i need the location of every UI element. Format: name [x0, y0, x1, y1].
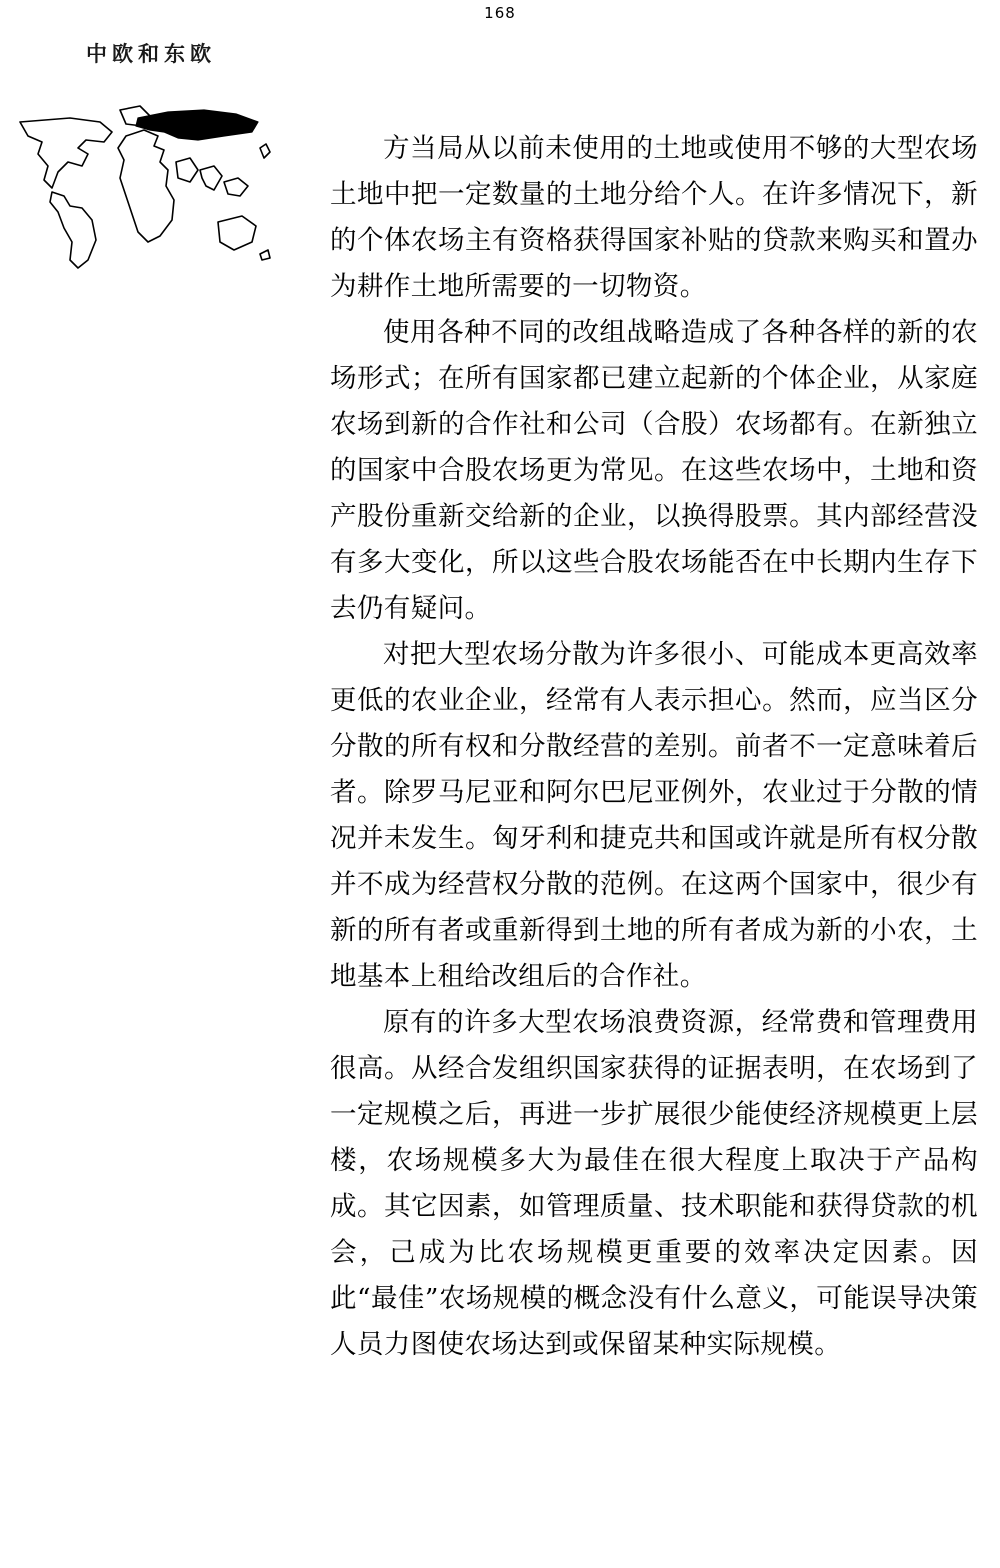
page-number: 168 — [484, 4, 516, 22]
paragraph: 使用各种不同的改组战略造成了各种各样的新的农场形式；在所有国家都已建立起新的个体企业，从家庭农场到新的合作社和公司（合股）农场都有。在新独立的国家中合股农场更为常见。在这些农场中，土地和资产股份重新交给新的企业，以换得股票。其内部经营没有多大变化，所以这些合股农场能否在中长期内生存下去仍有疑问。 — [330, 317, 978, 624]
paragraph: 原有的许多大型农场浪费资源，经常费和管理费用很高。从经合发组织国家获得的证据表明，在农场到了一定规模之后，再进一步扩展很少能使经济规模更上层楼，农场规模多大为最佳在很大程度上取决于产品构成。其它因素，如管理质量、技术职能和获得贷款的机会，己成为比农场规模更重要的效率决定因素。因此“最佳”农场规模的概念没有什么意义，可能误导决策人员力图使农场达到或保留某种实际规模。 — [330, 1007, 978, 1360]
world-locator-map — [8, 96, 308, 296]
paragraph: 对把大型农场分散为许多很小、可能成本更高效率更低的农业企业，经常有人表示担心。然而，应当区分分散的所有权和分散经营的差别。前者不一定意味着后者。除罗马尼亚和阿尔巴尼亚例外，农业过于分散的情况并未发生。匈牙利和捷克共和国或许就是所有权分散并不成为经营权分散的范例。在这两个国家中，很少有新的所有者或重新得到土地的所有者成为新的小农，土地基本上租给改组后的合作社。 — [330, 639, 978, 992]
paragraph: 方当局从以前未使用的土地或使用不够的大型农场土地中把一定数量的土地分给个人。在许多情况下，新的个体农场主有资格获得国家补贴的贷款来购买和置办为耕作土地所需要的一切物资。 — [330, 133, 978, 302]
body-text-column — [330, 126, 978, 1368]
running-head: 中欧和东欧 — [86, 42, 216, 66]
